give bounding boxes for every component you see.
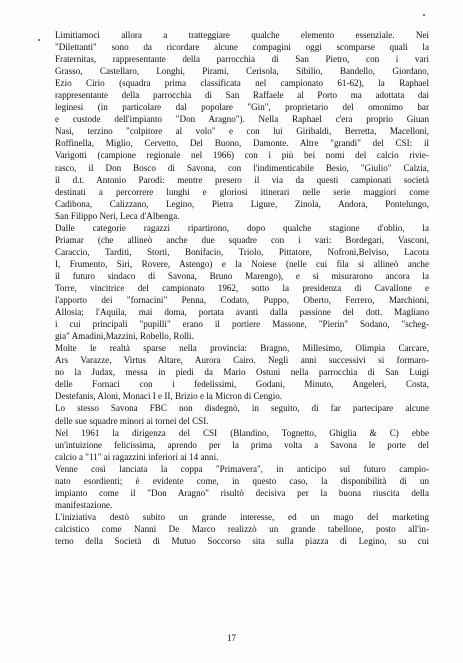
text-line: i cui principali "pupilli" erano il portiere Massone, "Pierin" Sodano, "scheg- xyxy=(55,319,429,330)
text-line: leginesi (in particolare dal popolare "Gin", proprietario del omonimo bar xyxy=(55,102,429,113)
text-line: Allosia; l'Aquila, mai doma, portata avanti dalla passione del dott. Magliano xyxy=(55,307,429,318)
body-text xyxy=(55,29,429,547)
scan-speck xyxy=(423,14,425,16)
text-line: Dalle categorie ragazzi ripartirono, dopo qualche stagione d'oblio, la xyxy=(55,222,429,233)
scan-speck xyxy=(38,39,40,41)
paragraph xyxy=(55,427,429,463)
paragraph xyxy=(55,29,429,222)
text-line: gia" Amadini,Mazzini, Robello, Rolli. xyxy=(55,331,194,342)
text-line: calcistico come Nanni De Marco realizzò un grande tabellone, posto all'in- xyxy=(55,523,429,534)
text-line: e custode dell'impianto "Don Aragno"). Nella Raphael c'era proprio Giuan xyxy=(55,114,429,125)
text-line: L'iniziativa destò subito un grande interesse, ed un mago del marketing xyxy=(55,511,429,522)
text-line: Limitiamoci allora a tratteggiare qualche elemento essenziale. Nei xyxy=(55,30,429,40)
text-line: rappresentante della parrocchia di San Raffaele al Porto ma adottata dai xyxy=(55,90,429,101)
text-line: I, Frumento, Siri, Rovere, Astengo) e la Noiese (nelle cui fila si allineò anche xyxy=(55,258,429,269)
text-line: l'apporto dei "fornacini" Penna, Codato, Puppo, Oberto, Ferrero, Marchioni, xyxy=(55,295,429,306)
text-line: Ars Varazze, Virtus Altare, Aurora Cairo. Negli anni successivi si formaro- xyxy=(55,355,429,366)
text-line: manifestazione. xyxy=(55,499,113,510)
paragraph xyxy=(55,463,429,511)
text-line: San Filippo Neri, Leca d'Albenga. xyxy=(55,210,180,221)
text-line: rasco, il Don Bosco di Savona, con l'indimenticabile Besio, "Giulio" Calzia, xyxy=(55,162,429,173)
text-line: Venne così lanciata la coppa "Primavera", in anticipo sul futuro campio- xyxy=(55,463,429,474)
text-line: Molte le realtà sparse nella provincia: Bragno, Millesimo, Olimpia Carcare, xyxy=(55,343,429,354)
text-line: il futuro sindaco di Savona, Bruno Marengo), e si misurarono ancora la xyxy=(55,270,429,281)
text-line: Nel 1961 la dirigenza del CSI (Blandino, Tognetto, Ghiglia & C) ebbe xyxy=(55,427,429,438)
text-line: Destefanis, Aloni, Monaci I e II, Brizio e la Micron di Cengio. xyxy=(55,391,283,402)
text-line: Varigotti (campione regionale nel 1966) con i più bei nomi del calcio rivie- xyxy=(55,150,429,161)
text-line: "Dilettanti" sono da ricordare alcune compagini oggi scomparse quali la xyxy=(55,42,429,53)
text-line: un'intuizione felicissima, aprendo per la prima volta a Savona le porte del xyxy=(55,439,429,450)
text-line: delle Fornaci con i fedelissimi, Godani, Minuto, Angeleri, Costa, xyxy=(55,379,429,390)
text-line: terno della Società di Mutuo Soccorso sita sulla piazza di Legino, su cui xyxy=(55,535,429,546)
paragraph xyxy=(55,222,429,342)
page-number: 17 xyxy=(227,633,236,643)
text-line: calcio a "11" ai ragazzini inferiori ai 14 anni. xyxy=(55,451,219,462)
text-line: impianto come il "Don Aragno" risultò decisiva per la buona riuscita della xyxy=(55,487,429,498)
paragraph xyxy=(55,511,429,547)
text-line: Caraccio, Tarditi, Storti, Bonifacio, Triolo, Pittatore, Nofroni,Belviso, Lacota xyxy=(55,246,429,257)
paragraph xyxy=(55,342,429,402)
text-line: Priamar (che allineò anche due squadre con i vari: Bordegari, Vasconi, xyxy=(55,234,429,245)
text-line: delle sue squadre minori ai tornei del CSI. xyxy=(55,415,209,426)
text-line: Grasso, Castellaro, Longhi, Pirami, Cerisola, Sibilio, Bandello, Giordano, xyxy=(55,66,429,77)
text-line: Torre, vincitrice del campionato 1962, sotto la presidenza di Cavallone e xyxy=(55,282,429,293)
text-line: Nasi, terzino "colpitore al volo" e con lui Giribaldi, Berretta, Macelloni, xyxy=(55,126,429,137)
text-line: destinati a percorrere lunghi e gloriosi itinerari nelle serie maggiori come xyxy=(55,186,429,197)
text-line: Cadibona, Calizzano, Legino, Pietra Ligure, Zinola, Andora, Pontelungo, xyxy=(55,198,429,209)
text-line: Roffinella, Miglio, Cervetto, Del Buono, Damonte. Altre "grandi" del CSI: il xyxy=(55,138,429,149)
text-line: Fraternitas, rappresentante della parrocchia di San Pietro, con i vari xyxy=(55,54,429,65)
text-line: Lo stesso Savona FBC non disdegnò, in seguito, di far partecipare alcune xyxy=(55,403,429,414)
text-line: Ezio Cirio (squadra prima classificata nel campionato 61-62), la Raphael xyxy=(55,78,429,89)
text-line: no la Judax, messa in piedi da Mario Ostuni nella parrocchia di San Luigi xyxy=(55,367,429,378)
text-line: il d.t. Antonio Parodi: mentre presero il via da questi campionati società xyxy=(55,174,429,185)
paragraph xyxy=(55,402,429,426)
text-line: nato esordienti; è evidente come, in questo caso, la disponibilità di un xyxy=(55,475,429,486)
